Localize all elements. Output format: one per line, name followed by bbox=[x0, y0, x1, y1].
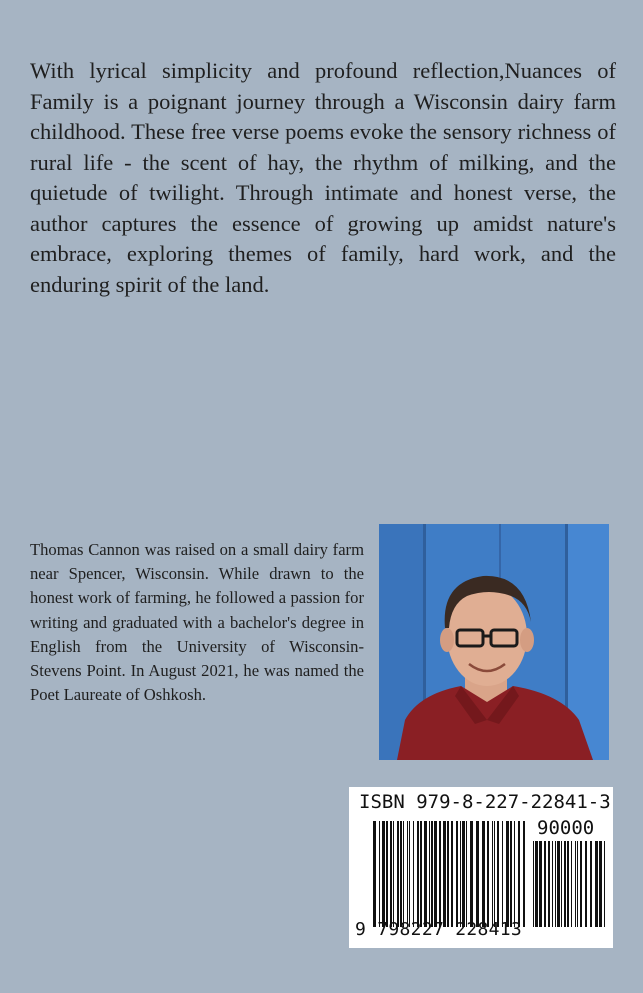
ean-bars bbox=[373, 821, 525, 927]
author-bio: Thomas Cannon was raised on a small dairy farm near Spencer, Wisconsin. While drawn to the honest work of farming, he followed a passion for writing and graduated with a bachelor's degree in English from the University of Wisconsin- Stevens Point. In August 2021, he was named the Poet Laureate of Oshkosh. bbox=[30, 540, 364, 705]
author-photo bbox=[379, 524, 609, 760]
isbn-barcode bbox=[349, 787, 613, 948]
back-cover-blurb: With lyrical simplicity and profound reflection,Nuances of Family is a poignant journey through a Wisconsin dairy farm childhood. These free verse poems evoke the sensory richness of rural life - the scent of hay, the rhythm of milking, and the quietude of twilight. Through intimate and honest verse, the author captures the essence of growing up amidst nature's embrace, exploring themes of family, hard work, and the enduring spirit of the land. bbox=[30, 58, 616, 297]
price-code: 90000 bbox=[537, 817, 595, 839]
addon-bars bbox=[533, 841, 605, 927]
isbn-label: ISBN 979-8-227-22841-3 bbox=[359, 791, 611, 813]
ean-digits: 9 798227 228413 bbox=[355, 919, 523, 940]
